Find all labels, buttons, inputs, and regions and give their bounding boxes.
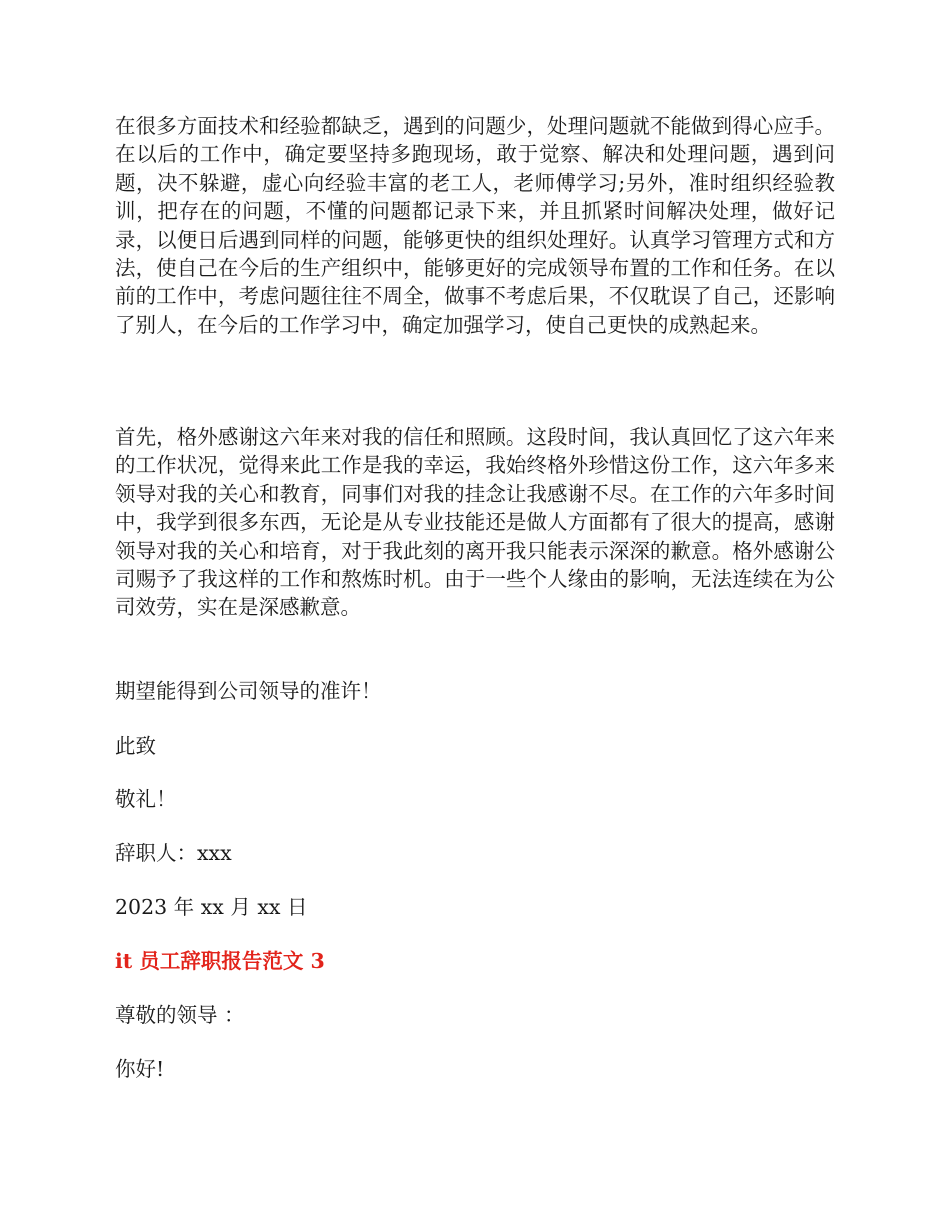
closing-line-1: 此致: [115, 734, 156, 758]
date-line: 2023 年 xx 月 xx 日: [115, 895, 308, 919]
body-paragraph-2: 首先，格外感谢这六年来对我的信任和照顾。这段时间，我认真回忆了这六年来的工作状况，觉得来此工作是我的幸运，我始终格外珍惜这份工作，这六年多来领导对我的关心和教育，同事们对我的挂念让我感谢不尽。在工作的六年多时间中，我学到很多东西，无论是从专业技能还是做人方面都有了很大的提高，感谢领导对我的关心和培育，对于我此刻的离开我只能表示深深的歉意。格外感谢公司赐予了我这样的工作和熬炼时机。由于一些个人缘由的影响，无法连续在为公司效劳，实在是深感歉意。: [115, 425, 835, 620]
hope-line: 期望能得到公司领导的准许！: [115, 679, 382, 703]
greeting-line: 你好!: [115, 1057, 165, 1081]
salutation-line: 尊敬的领导 ：: [115, 1003, 245, 1027]
closing-line-2: 敬礼！: [115, 787, 177, 811]
section-heading: it 员工辞职报告范文 3: [115, 949, 325, 973]
body-paragraph-1: 在很多方面技术和经验都缺乏，遇到的问题少，处理问题就不能做到得心应手。在以后的工作中，确定要坚持多跑现场，敢于觉察、解决和处理问题，遇到问题，决不躲避，虚心向经验丰富的老工人，老师傅学习;另外，准时组织经验教训，把存在的问题，不懂的问题都记录下来，并且抓紧时间解决处理，做好记录，以便日后遇到同样的问题，能够更快的组织处理好。认真学习管理方式和方法，使自己在今后的生产组织中，能够更好的完成领导布置的工作和任务。在以前的工作中，考虑问题往往不周全，做事不考虑后果，不仅耽误了自己，还影响了别人，在今后的工作学习中，确定加强学习，使自己更快的成熟起来。: [115, 114, 835, 337]
signature-line: 辞职人：xxx: [115, 841, 232, 865]
